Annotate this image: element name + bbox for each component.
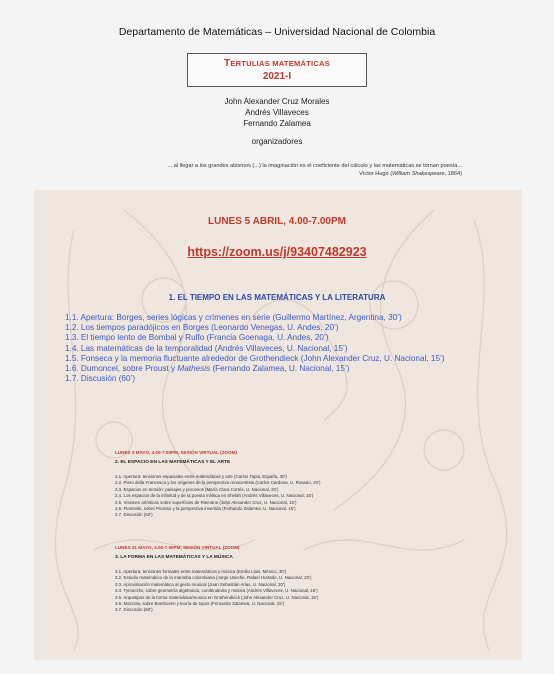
organizer-name: John Alexander Cruz Morales [224,97,330,106]
program-item: 1.1. Apertura: Borges, series lógicas y crímenes en serie (Guillermo Martínez, Argentina, 30’) [65,313,402,322]
quote-attribution [82,170,462,178]
program-item: 1.4. Las matemáticas de la temporalidad (Andrés Villaveces, U. Nacional, 15’) [65,343,348,353]
department-header: Departamento de Matemáticas – Universidad Nacional de Colombia [118,26,436,38]
session2-item: 2.2. Piero della Francesca y los orígenes de la perspectiva renacentista (Carlos Cardona, U. Rosario, 20’) [115,480,321,486]
session3-block [115,545,515,614]
session3-item: 3.4. Tymoczko, sobre geometría algebraica, combinatoria y música (Andrés Villaveces, U. Nacional, 15’) [115,588,318,594]
organizer-name: Andrés Villaveces [245,108,309,117]
session3-item: 3.1. Apertura: tensiones formales entre matemáticas y música (Emilio Lluis, México, 30’) [115,569,287,574]
session3-item: 3.7. Discusión (60’) [115,607,153,613]
program-list [65,313,525,384]
series-title-text: ERTULIAS MATEMÁTICAS [230,59,330,68]
program-item: 1.2. Los tiempos paradójicos en Borges (Leonardo Venegas, U. Andes, 20’) [65,323,339,333]
series-term: 2021-I [262,71,292,82]
program-item-italic: Mathesis [177,364,211,374]
session3-item: 3.5. Arquetipos de la forma matemática/musica en Grothendieck (John Alexander Cruz, U. Nacional, 15’) [115,594,319,600]
session-date-text: LUNES 5 ABRIL, 4.00-7.00PM [207,216,346,227]
quote-year: , 1864) [444,171,462,177]
program-item: 1.5. Fonseca y la memoria fluctuante alrededor de Grothendieck (John Alexander Cruz, U. Nacional, 15’) [65,353,445,363]
series-title: TERTULIAS MATEMÁTICAS [224,58,330,69]
organizers-role: organizadores [251,137,303,146]
session2-date: LUNES 3 MAYO, 4.00-7.00PM, SESIÓN VIRTUAL (ZOOM) [115,450,238,455]
series-title-box [187,53,367,87]
session3-items [115,569,515,614]
session3-date: LUNES 31 MAYO, 4.00-7.00PM, SESIÓN VIRTUAL (ZOOM) [115,545,240,550]
session3-item: 3.2. Estudio matemático de la marimba colombiana (Jorge Useche, Rafael Hurtado, U. Nacional, 20’) [115,575,312,581]
session-theme [0,292,554,302]
program-item-prefix: 1.6. Dumoncel, sobre Proust y [65,364,178,374]
quote-text: ... al llegar a los grandes abismos (...) la imaginación es el coeficiente del cálculo y las matemáticas se tornan poesía... [167,163,462,169]
quote-author: Víctor Hugo ( [359,171,393,177]
zoom-link[interactable]: https://zoom.us/j/93407482923 [187,245,367,259]
session2-items [115,474,515,519]
session-date [0,213,554,227]
session3-theme: 3. LA FORMA EN LAS MATEMÁTICAS Y LA MÚSICA [115,555,233,560]
session2-theme: 2. EL ESPACIO EN LAS MATEMÁTICAS Y EL ARTE [115,460,231,465]
session3-item: 3.3. Aproximación matemática al gesto musical (Juan Sebastián Arias, U. Nacional, 20’) [115,581,286,587]
program-item: 1.7. Discusión (60’) [65,374,136,384]
session3-item: 3.6. Mazzola, sobre Beethoven y teoría de topos (Fernando Zalamea, U. Nacional, 15’) [115,601,285,607]
session2-item: 2.4. Los espacios de la infinitud y de la poesía mística en Shelah (Andrés Villaveces, U. Nacional, 15’) [115,493,314,499]
organizers-block [0,96,554,147]
epigraph-quote [82,162,462,178]
session2-item: 2.1. Apertura: tensiones espaciales entre matemáticas y arte (Carlos Tapia, España, 30’) [115,474,287,479]
session2-item: 2.5. Visiones artísticas sobre superficies de Riemann (John Alexander Cruz, U. Nacional, 15’) [115,499,297,505]
program-item-suffix: (Fernando Zalamea, U. Nacional, 15’) [210,364,350,374]
session2-block [115,450,515,519]
session2-item: 2.3. Espacios en tensión: paisajes y procesos (María Clara Cortés, U. Nacional, 20’) [115,486,279,492]
session2-item: 2.7. Discusión (60’) [115,512,153,518]
quote-work: William Shakespeare [392,171,445,177]
session-theme-text: 1. EL TIEMPO EN LAS MATEMÁTICAS Y LA LITERATURA [168,293,386,302]
organizer-name: Fernando Zalamea [243,119,311,128]
session2-item: 2.6. Florenski, sobre Picasso y la perspectiva invertida (Fernando Zalamea, U. Nacional, 15’) [115,506,296,512]
program-item [65,364,525,374]
program-item: 1.3. El tiempo lento de Bombal y Rulfo (Francia Goenaga, U. Andes, 20’) [65,333,329,343]
